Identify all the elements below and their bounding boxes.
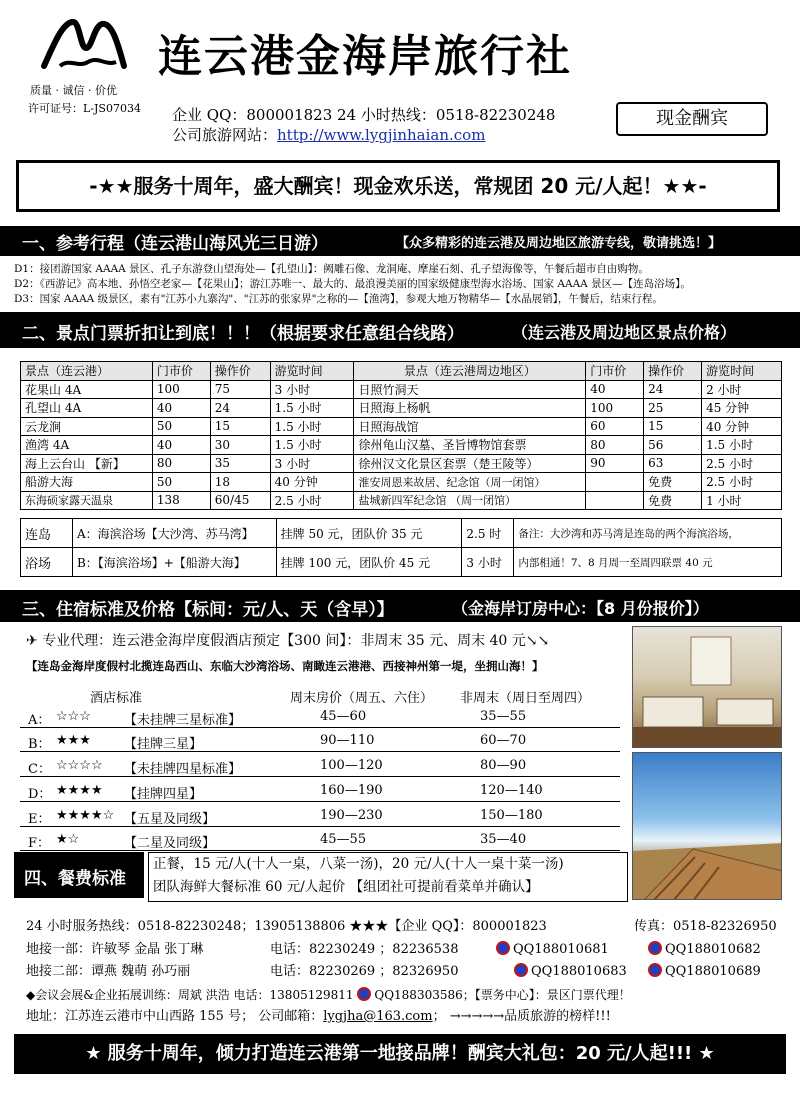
section2-note: （连云港及周边地区景点价格） xyxy=(512,323,737,342)
dept2-qq2[interactable] xyxy=(648,961,761,984)
table-cell: 淮安周恩来故居、纪念馆（周一闭馆） xyxy=(354,473,586,492)
table-cell: 孔望山 4A xyxy=(21,399,153,418)
footer-address-row xyxy=(26,1006,786,1029)
hotel-stars: ☆☆☆☆ xyxy=(56,758,103,773)
dept1-qq1[interactable] xyxy=(496,939,609,962)
website-link[interactable]: http://www.lygjinhaian.com xyxy=(277,126,486,144)
section1-bar xyxy=(0,226,800,256)
ticket-price-table xyxy=(20,361,782,510)
hotel-stars: ★★★★ xyxy=(56,783,103,798)
section2-bar xyxy=(0,312,800,348)
qq-hotline: 企业 QQ：800001823 24 小时热线：0518-82230248 xyxy=(172,106,556,124)
slogan: 质量 · 诚信 · 价优 xyxy=(30,84,117,97)
qq-number: QQ188010689 xyxy=(665,964,761,979)
footer-contacts xyxy=(26,916,786,1029)
itinerary-day-2: D2：《西游记》高本地、孙悟空老家—【花果山】；游江苏唯一、最大的、最浪漫美丽的国家级健康型海水浴场、国家 AAAA 景区—【连岛浴场】。 xyxy=(14,278,691,290)
table-cell: 80 xyxy=(586,436,644,455)
hotel-weekday-price: 35—40 xyxy=(480,832,527,847)
column-header: 门市价 xyxy=(586,362,644,381)
plane-icon: ✈ xyxy=(26,633,38,649)
hotel-desc: 【五星及同级】 xyxy=(124,812,216,827)
section1-note: 【众多精彩的连云港及周边地区旅游专线，敬请挑选！】 xyxy=(396,236,722,251)
table-row xyxy=(21,436,782,455)
website-label: 公司旅游网站： xyxy=(172,126,278,144)
table-cell: 75 xyxy=(210,380,270,399)
table-row xyxy=(21,380,782,399)
column-header: 景点（连云港周边地区） xyxy=(354,362,586,381)
table-cell: 日照竹洞天 xyxy=(354,380,586,399)
hotel-weekend-price: 100—120 xyxy=(320,758,383,773)
qq-penguin-icon xyxy=(514,963,528,977)
table-row xyxy=(21,399,782,418)
meal-line-1: 正餐，15 元/人(十人一桌，八菜一汤)，20 元/人(十人一桌十菜一汤) xyxy=(153,856,564,872)
table-cell: 24 xyxy=(210,399,270,418)
table-row xyxy=(21,548,782,577)
table-cell: 花果山 4A xyxy=(21,380,153,399)
qq-penguin-icon xyxy=(648,941,662,955)
section1-title: 一、参考行程（连云港山海风光三日游） xyxy=(22,234,328,254)
table-cell: 35 xyxy=(210,454,270,473)
table-header-row xyxy=(21,362,782,381)
table-cell: 东海硕家露天温泉 xyxy=(21,491,153,510)
company-name: 连云港金海岸旅行社 xyxy=(158,31,572,82)
hotel-desc: 【未挂牌四星标准】 xyxy=(124,762,242,777)
bath-label-bottom: 浴场 xyxy=(21,548,73,577)
dept2-staff: 地接二部：谭燕 魏萌 孙巧丽 xyxy=(26,964,191,979)
dept2-phone: 电话：82230269 ；82326950 xyxy=(270,964,459,979)
hotel-weekend-price: 190—230 xyxy=(320,808,383,823)
table-cell: 24 xyxy=(644,380,702,399)
agent-line xyxy=(26,630,549,650)
hotel-desc: 【未挂牌三星标准】 xyxy=(124,713,242,728)
table-cell: 25 xyxy=(644,399,702,418)
dept1-staff: 地接一部：许敏琴 金晶 张丁琳 xyxy=(26,941,204,957)
hotel-weekend-price: 45—55 xyxy=(320,832,367,847)
column-header: 景点（连云港） xyxy=(21,362,153,381)
table-row xyxy=(21,473,782,492)
hotel-table-header xyxy=(20,684,620,706)
column-header: 游览时间 xyxy=(270,362,354,381)
bath-option-b-price: 挂牌 100 元，团队价 45 元 xyxy=(276,548,462,577)
hotel-grade: B： xyxy=(28,737,51,752)
bath-remark-1: 备注：大沙湾和苏马湾是连岛的两个海滨浴场， xyxy=(514,519,782,548)
hotel-row xyxy=(20,730,620,752)
tagline: ； →→→→→品质旅游的榜样!!! xyxy=(432,1009,611,1024)
table-cell: 50 xyxy=(152,417,210,436)
hotel-weekend-price: 45—60 xyxy=(320,709,367,724)
hotel-grade: D： xyxy=(28,787,52,802)
hotel-row xyxy=(20,706,620,728)
section4-bar xyxy=(14,852,144,898)
table-cell: 船游大海 xyxy=(21,473,153,492)
column-header: 门市价 xyxy=(152,362,210,381)
table-cell: 徐州龟山汉墓、圣旨博物馆套票 xyxy=(354,436,586,455)
bath-label-top: 连岛 xyxy=(21,519,73,548)
table-cell: 40 xyxy=(152,436,210,455)
section4-title: 四、餐费标准 xyxy=(24,869,126,889)
section2-title: 二、景点门票折扣让到底！！！（根据要求任意组合线路） xyxy=(22,324,464,344)
table-cell: 60 xyxy=(586,417,644,436)
table-row xyxy=(21,491,782,510)
hotel-weekday-price: 60—70 xyxy=(480,733,527,748)
table-cell: 40 xyxy=(586,380,644,399)
meeting-contact: ◆会议会展&企业拓展训练：周斌 洪浩 电话：13805129811 xyxy=(26,987,354,1002)
column-header: 操作价 xyxy=(644,362,702,381)
hotel-grade: F： xyxy=(28,836,51,851)
qq-number: QQ188010682 xyxy=(665,941,761,957)
bath-remark-2: 内部相通！7、8 月周一至周四联票 40 元 xyxy=(514,548,782,577)
hotel-stars: ☆☆☆ xyxy=(56,709,91,724)
hotel-grade: A： xyxy=(28,713,51,728)
table-cell: 100 xyxy=(586,399,644,418)
hotel-stars: ★★★★☆ xyxy=(56,808,115,823)
table-row xyxy=(21,417,782,436)
footer-hotline-row xyxy=(26,916,786,939)
ticket-center: ；【票务中心】：景区门票代理！ xyxy=(462,987,631,1002)
hotel-weekend-price: 160—190 xyxy=(320,783,383,798)
bath-option-a-price: 挂牌 50 元，团队价 35 元 xyxy=(276,519,462,548)
hotel-weekday-price: 150—180 xyxy=(480,808,543,823)
seaside-photo xyxy=(632,752,782,900)
meal-line-2: 团队海鲜大餐标准 60 元/人起价 【组团社可提前看菜单并确认】 xyxy=(153,879,539,895)
email-link[interactable]: lygjha@163.com xyxy=(323,1009,433,1024)
column-header: 游览时间 xyxy=(702,362,782,381)
resort-note: 【连岛金海岸度假村北揽连岛西山、东临大沙湾浴场、南瞰连云港港、西接神州第一堤，坐拥山海！】 xyxy=(26,659,544,673)
table-cell: 3 小时 xyxy=(270,454,354,473)
itinerary-day-3: D3：国家 AAAA 级景区，素有"江苏小九寨沟"、"江苏的张家界"之称的—【渔湾】，参观大地万物精华—【水晶展销】，午餐后，结束行程。 xyxy=(14,293,663,305)
table-cell: 1.5 小时 xyxy=(270,436,354,455)
hotel-room-photo xyxy=(632,626,782,748)
bottom-banner: ★ 服务十周年，倾力打造连云港第一地接品牌！酬宾大礼包：20 元/人起!!! ★ xyxy=(14,1034,786,1074)
table-cell: 30 xyxy=(210,436,270,455)
table-cell: 2.5 小时 xyxy=(702,454,782,473)
bath-option-b-time: 3 小时 xyxy=(462,548,514,577)
table-cell: 免费 xyxy=(644,473,702,492)
bath-option-a-time: 2.5 时 xyxy=(462,519,514,548)
table-cell: 1 小时 xyxy=(702,491,782,510)
qq-penguin-icon xyxy=(357,987,371,1001)
table-cell: 60/45 xyxy=(210,491,270,510)
hotel-row xyxy=(20,829,620,851)
hotel-weekday-price: 80—90 xyxy=(480,758,527,773)
itinerary xyxy=(14,262,794,307)
hotel-row xyxy=(20,755,620,777)
dept2-qq1[interactable] xyxy=(514,961,627,984)
address: 地址：江苏连云港市中山西路 155 号； 公司邮箱： xyxy=(26,1009,324,1024)
table-cell: 15 xyxy=(644,417,702,436)
table-cell: 138 xyxy=(152,491,210,510)
table-cell: 徐州汉文化景区套票（楚王陵等） xyxy=(354,454,586,473)
hotel-row xyxy=(20,780,620,802)
itinerary-day-1: D1：接团游国家 AAAA 景区、孔子东游登山望海处—【孔望山】：阙雕石像、龙洞庵、摩崖石刻、孔子望海像等，午餐后超市自由购物。 xyxy=(14,263,649,275)
footer-dept1-row xyxy=(26,939,786,962)
table-cell: 盐城新四军纪念馆 （周一闭馆） xyxy=(354,491,586,510)
license-number: 许可证号：L-JS07034 xyxy=(28,102,141,115)
footer-dept2-row xyxy=(26,961,786,984)
table-cell: 日照海上杨帆 xyxy=(354,399,586,418)
hotel-desc: 【挂牌四星】 xyxy=(124,787,203,802)
table-cell xyxy=(586,473,644,492)
table-row xyxy=(21,519,782,548)
hotel-stars: ★★★ xyxy=(56,733,91,748)
company-logo-mark xyxy=(40,14,128,72)
table-cell: 日照海战馆 xyxy=(354,417,586,436)
hotel-desc: 【二星及同级】 xyxy=(124,836,216,851)
table-cell: 15 xyxy=(210,417,270,436)
hotel-row xyxy=(20,805,620,827)
section3-note: （金海岸订房中心：【8 月份报价】） xyxy=(452,599,709,618)
table-cell: 18 xyxy=(210,473,270,492)
hotel-weekend-price: 90—110 xyxy=(320,733,375,748)
hotel-stars: ★☆ xyxy=(56,832,80,847)
website-line xyxy=(172,124,485,145)
bath-option-b: B：【海滨浴场】+【船游大海】 xyxy=(72,548,276,577)
table-cell: 1.5 小时 xyxy=(702,436,782,455)
hotline: 24 小时服务热线：0518-82230248；13905138806 ★★★【企业 QQ】：800001823 xyxy=(26,919,547,934)
hotel-weekday-price: 120—140 xyxy=(480,783,543,798)
table-cell: 海上云台山 【新】 xyxy=(21,454,153,473)
table-cell: 50 xyxy=(152,473,210,492)
table-cell: 40 分钟 xyxy=(702,417,782,436)
bath-option-a: A：海滨浴场【大沙湾、苏马湾】 xyxy=(72,519,276,548)
hotel-desc: 【挂牌三星】 xyxy=(124,737,203,752)
bath-table xyxy=(20,518,782,577)
cash-badge: 现金酬宾 xyxy=(616,102,768,136)
dept1-qq2[interactable] xyxy=(648,939,761,962)
promo-banner: -★★服务十周年，盛大酬宾！现金欢乐送，常规团 20 元/人起！★★- xyxy=(16,160,780,212)
col-weekend: 周末房价（周五、六住） xyxy=(290,691,434,706)
table-cell: 1.5 小时 xyxy=(270,417,354,436)
qq-number: QQ188010683 xyxy=(531,964,627,979)
section3-bar xyxy=(0,590,800,622)
hotel-weekday-price: 35—55 xyxy=(480,709,527,724)
meal-standard xyxy=(148,852,628,902)
table-cell: 100 xyxy=(152,380,210,399)
fax: 传真：0518-82326950 xyxy=(634,919,777,934)
table-cell: 云龙涧 xyxy=(21,417,153,436)
table-cell: 渔湾 4A xyxy=(21,436,153,455)
table-cell: 80 xyxy=(152,454,210,473)
table-cell: 2.5 小时 xyxy=(270,491,354,510)
agent-text: 专业代理：连云港金海岸度假酒店预定【300 间】：非周末 35 元、周末 40 元↘↘ xyxy=(42,633,550,649)
col-weekday: 非周末（周日至周四） xyxy=(460,691,591,706)
table-cell: 1.5 小时 xyxy=(270,399,354,418)
qq-penguin-icon xyxy=(496,941,510,955)
footer-meeting-row xyxy=(26,984,786,1007)
hotel-grade: E： xyxy=(28,812,51,827)
table-cell xyxy=(586,491,644,510)
col-hotel: 酒店标准 xyxy=(90,691,143,706)
hotel-grade: C： xyxy=(28,762,51,777)
meeting-qq[interactable]: QQ188303586 xyxy=(374,987,463,1002)
table-cell: 3 小时 xyxy=(270,380,354,399)
table-cell: 免费 xyxy=(644,491,702,510)
table-cell: 45 分钟 xyxy=(702,399,782,418)
qq-penguin-icon xyxy=(648,963,662,977)
dept1-phone: 电话：82230249 ；82236538 xyxy=(270,941,459,957)
table-cell: 90 xyxy=(586,454,644,473)
table-cell: 2 小时 xyxy=(702,380,782,399)
table-cell: 56 xyxy=(644,436,702,455)
table-cell: 40 xyxy=(152,399,210,418)
section3-title: 三、住宿标准及价格【标间：元/人、天（含早）】 xyxy=(22,600,394,620)
qq-number: QQ188010681 xyxy=(513,941,609,957)
table-cell: 2.5 小时 xyxy=(702,473,782,492)
table-cell: 63 xyxy=(644,454,702,473)
table-row xyxy=(21,454,782,473)
table-cell: 40 分钟 xyxy=(270,473,354,492)
column-header: 操作价 xyxy=(210,362,270,381)
